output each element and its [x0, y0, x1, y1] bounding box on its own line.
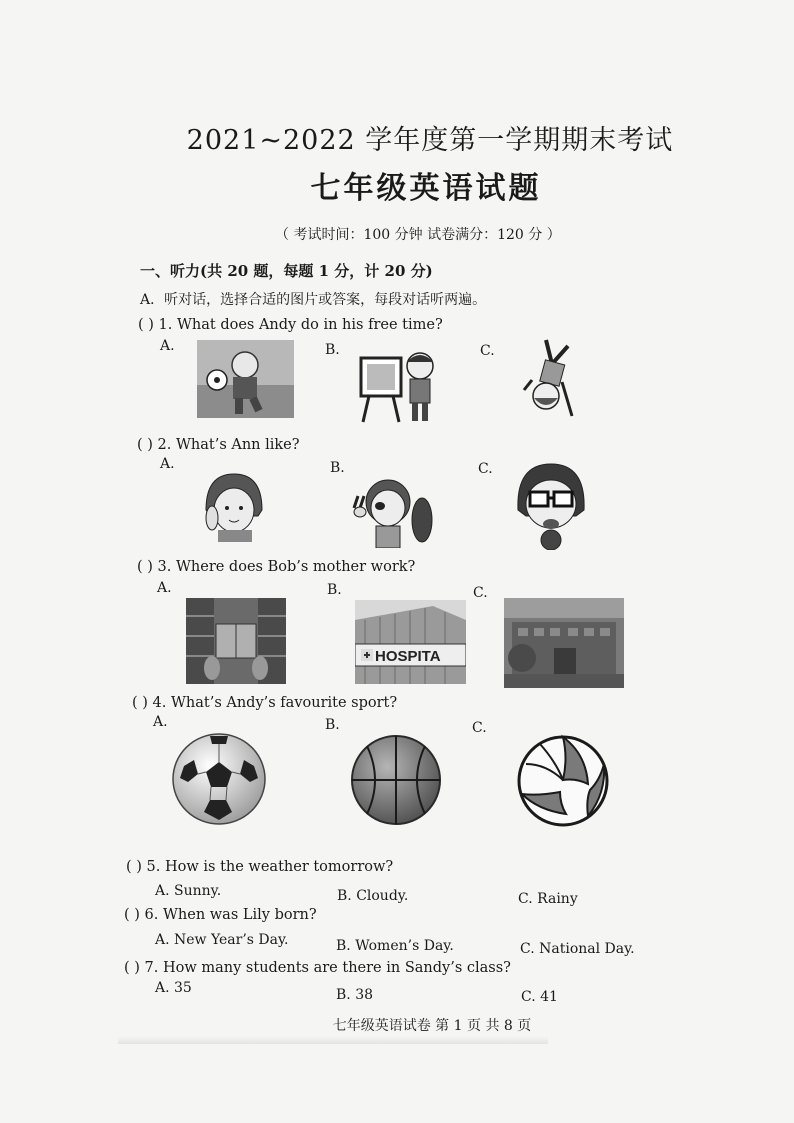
- option-c[interactable]: C. 41: [521, 989, 558, 1005]
- option-label: B.: [325, 342, 340, 358]
- option-label: C.: [478, 461, 493, 477]
- option-label: A.: [160, 456, 175, 472]
- answer-bracket[interactable]: ( ): [124, 960, 140, 976]
- question-6: [124, 907, 317, 923]
- question-7: [124, 960, 511, 976]
- answer-bracket[interactable]: ( ): [137, 559, 153, 575]
- boy-breakdancing-icon: [512, 334, 584, 420]
- question-text: 4. What’s Andy’s favourite sport?: [152, 695, 398, 711]
- option-c[interactable]: C. Rainy: [518, 891, 578, 907]
- question-3: [137, 559, 415, 575]
- option-label: C.: [480, 343, 495, 359]
- exam-info: （ 考试时间：100 分钟 试卷满分：120 分 ）: [275, 227, 561, 243]
- option-label: A.: [157, 580, 172, 596]
- option-label: A.: [160, 338, 175, 354]
- question-text: 5. How is the weather tomorrow?: [146, 859, 394, 875]
- page-footer: 七年级英语试卷 第 1 页 共 8 页: [332, 1018, 532, 1034]
- option-label: B.: [330, 460, 345, 476]
- answer-bracket[interactable]: ( ): [138, 317, 154, 333]
- option-label: B.: [325, 717, 340, 733]
- library-photo: [186, 598, 286, 684]
- option-a[interactable]: A. Sunny.: [155, 883, 222, 899]
- question-text: 1. What does Andy do in his free time?: [158, 317, 443, 333]
- part-a-instruction: A．听对话，选择合适的图片或答案，每段对话听两遍。: [140, 292, 487, 308]
- option-a[interactable]: A. New Year’s Day.: [155, 932, 289, 948]
- exam-title: 2021~2022 学年度第一学期期末考试: [186, 125, 674, 156]
- question-text: 7. How many students are there in Sandy’s class?: [144, 960, 511, 976]
- answer-bracket[interactable]: ( ): [124, 907, 140, 923]
- soccer-ball-icon: [170, 732, 268, 826]
- section-heading: 一、听力(共 20 题，每题 1 分，计 20 分): [140, 262, 433, 280]
- basketball-icon: [349, 734, 443, 826]
- question-text: 2. What’s Ann like?: [157, 437, 300, 453]
- hospital-sign: HOSPITA: [375, 648, 441, 665]
- question-text: 3. Where does Bob’s mother work?: [157, 559, 416, 575]
- option-label: C.: [473, 585, 488, 601]
- scan-shadow: [118, 1036, 548, 1044]
- answer-bracket[interactable]: ( ): [137, 437, 153, 453]
- hospital-photo: [355, 600, 466, 684]
- girl-ponytail-icon: [340, 468, 438, 548]
- option-b[interactable]: B. Women’s Day.: [336, 938, 454, 954]
- option-label: A.: [153, 714, 168, 730]
- question-1: [138, 317, 443, 333]
- girl-glasses-icon: [514, 460, 588, 550]
- answer-bracket[interactable]: ( ): [126, 859, 142, 875]
- boy-playing-soccer-icon: [197, 340, 294, 418]
- school-building-photo: [504, 598, 624, 688]
- question-text: 6. When was Lily born?: [144, 907, 317, 923]
- girl-short-hair-icon: [200, 470, 266, 542]
- option-c[interactable]: C. National Day.: [520, 941, 635, 957]
- answer-bracket[interactable]: ( ): [132, 695, 148, 711]
- question-2: [137, 437, 300, 453]
- option-a[interactable]: A. 35: [155, 980, 192, 996]
- option-b[interactable]: B. Cloudy.: [337, 888, 409, 904]
- option-label: C.: [472, 720, 487, 736]
- exam-subtitle: 七年级英语试题: [310, 171, 542, 206]
- question-5: [126, 859, 393, 875]
- option-b[interactable]: B. 38: [336, 987, 374, 1003]
- volleyball-icon: [516, 734, 610, 828]
- boy-painting-icon: [357, 348, 439, 424]
- option-label: B.: [327, 582, 342, 598]
- question-4: [132, 695, 397, 711]
